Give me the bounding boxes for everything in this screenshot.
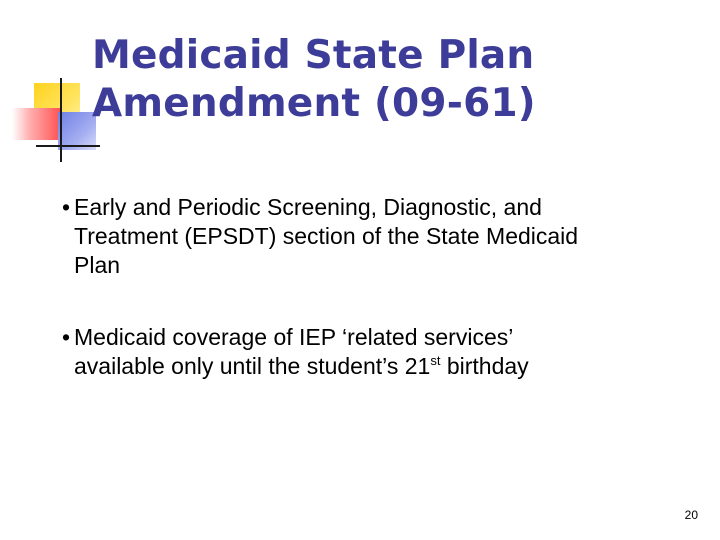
page-number: 20 (684, 508, 698, 522)
bullet-marker: • (62, 194, 71, 220)
bullet-list (62, 193, 702, 381)
ordinal-suffix: st (430, 353, 441, 368)
slide-title (92, 32, 536, 128)
bullet-item-iep-coverage (62, 323, 702, 381)
bullet-2-line-2-tail: birthday (440, 353, 529, 379)
bullet-item-epsdt (62, 193, 702, 280)
horizontal-line-decoration (36, 145, 100, 147)
bullet-2-line-1: Medicaid coverage of IEP ‘related services’ (74, 324, 514, 350)
bullet-1-line-2: Treatment (EPSDT) section of the State Medicaid (74, 223, 579, 249)
red-bar-decoration (12, 108, 62, 140)
bullet-2-line-2-text: available only until the student’s 21 (74, 353, 431, 379)
bullet-1-line-3: Plan (74, 252, 121, 278)
slide-title-line-2: Amendment (09-61) (92, 81, 536, 126)
slide-title-line-1: Medicaid State Plan (92, 33, 535, 78)
bullet-1-line-1: Early and Periodic Screening, Diagnostic, and (74, 194, 542, 220)
vertical-line-decoration (60, 78, 62, 162)
bullet-marker: • (62, 324, 71, 350)
